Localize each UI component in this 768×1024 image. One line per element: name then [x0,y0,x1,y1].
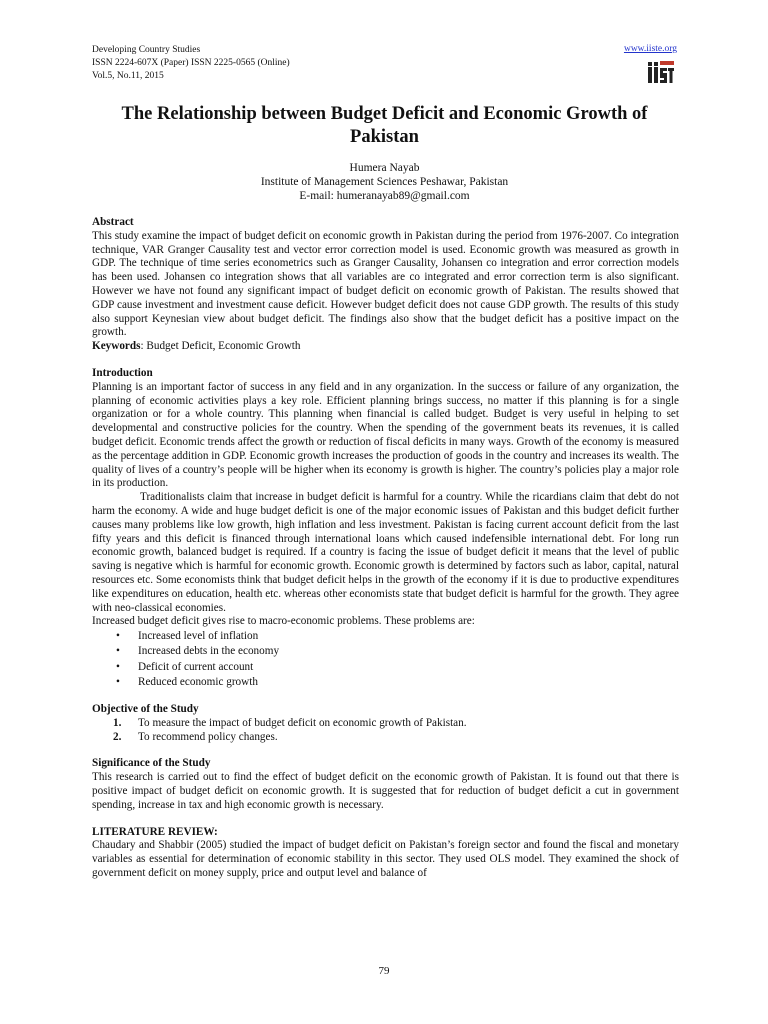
list-number: 2. [113,730,122,743]
objective-list [92,717,679,745]
iiste-logo [646,59,676,85]
paper-title: The Relationship between Budget Deficit and Economic Growth of Pakistan [121,104,648,147]
list-text: To measure the impact of budget deficit on economic growth of Pakistan. [138,716,467,729]
list-item [92,717,679,731]
abstract-heading: Abstract [92,216,134,228]
list-item: • Increased debts in the economy [92,644,679,659]
page-number: 79 [378,965,390,977]
journal-name: Developing Country Studies [92,45,201,55]
introduction-paragraph-2: Traditionalists claim that increase in budget deficit is harmful for a country. While the ricardians claim that debt do not harm the economy. A wide and huge budget deficit is one of the major economic issues of Pakistan and this budget deficit further causes many problems like low growth, high inflation and less investment. Pakistan is facing current account deficit from the last fifty years and this deficit is financed through international loans which caused indefensible international debt. For long run economic growth, balanced budget is required. If a country is facing the issue of budget deficit it means that the level of public saving is negative which is harmful for economic growth. Economic growth is determined by factors such as labor, capital, natural resources etc. Some economists think that budget deficit helps in the growth of the economy if it is due to productive expenditures like expenditures on education, health etc. whereas other economists state that budget deficit is harmful for the growth. They agree with neo-classical economies. [92,491,679,614]
journal-issn: ISSN 2224-607X (Paper) ISSN 2225-0565 (Online) [92,58,290,68]
introduction-heading: Introduction [92,366,153,379]
keywords-line [92,340,679,354]
list-item: • Deficit of current account [92,660,679,675]
introduction-paragraph-3: Increased budget deficit gives rise to macro-economic problems. These problems are: [92,615,475,628]
significance-text: This research is carried out to find the effect of budget deficit on the economic growth of Pakistan. It is found out that there is positive impact of budget deficit on economic growth. It is suggested that for reduction of budget deficit a cut in government spending, increase in tax and high economic growth is necessary. [92,771,679,811]
author-block [92,161,677,203]
list-item [92,731,679,745]
objective-heading: Objective of the Study [92,702,199,715]
journal-website-link[interactable]: www.iiste.org [623,44,677,54]
paper-body [92,216,679,881]
significance-heading: Significance of the Study [92,757,211,770]
journal-header [92,44,290,83]
literature-heading: LITERATURE REVIEW: [92,825,218,838]
author-email: E-mail: humeranayab89@gmail.com [299,190,470,202]
literature-text: Chaudary and Shabbir (2005) studied the impact of budget deficit on Pakistan’s foreign sector and found the fiscal and monetary variables as essential for determination of economic stability in this sector. They used OLS model. They examined the shock of government deficit on money supply, price and output level and balance of [92,839,679,879]
introduction-paragraph-1: Planning is an important factor of success in any field and in any organization. In the success or failure of any organization, the planning of economic activities plays a key role. Efficient planning brings success, no matter if this planning is for a single organization or for a whole country. This planning when financial is called budget. Budget is very useful in helping to set developmental and constructive policies for the country. When the spending of the government beats its revenues, it is called budget deficit. Economic trends affect the growth or reduction of fiscal deficits in many ways. Growth of the economy is measured as the percentage addition in GDP. Economic growth increases the production of goods in the country and increases its wealth. The quality of lives of a country’s people will be higher when its economy is growth is higher. The country’s policies play a major role in its production. [92,380,679,490]
keywords-label: Keywords [92,340,141,353]
keywords-text: : Budget Deficit, Economic Growth [140,340,301,353]
problems-list [92,629,679,690]
list-item: • Increased level of inflation [92,629,679,644]
journal-volume: Vol.5, No.11, 2015 [92,71,164,81]
abstract-text: This study examine the impact of budget deficit on economic growth in Pakistan during the period from 1976-2007. Co integration technique, VAR Granger Causality test and vector error correction model is used. Economic growth was measured as growth in GDP. The technique of time series econometrics such as Granger Causality, Johansen co integration and error correction models has been used. Johansen co integration shows that all variables are co integrated and error correction term is also significant. However we have not found any significant impact of budget deficit on economic growth of Pakistan. The results showed that GDP cause investment and investment cause deficit. However budget deficit does not cause GDP growth. The results of this study also support Keynesian view about budget deficit. The findings also show that the budget deficit has a positive impact on the growth. [92,229,679,339]
list-number: 1. [113,716,122,729]
author-affiliation: Institute of Management Sciences Peshawar, Pakistan [260,176,509,188]
list-text: To recommend policy changes. [138,730,278,743]
author-name: Humera Nayab [349,162,420,174]
list-item: • Reduced economic growth [92,675,679,690]
